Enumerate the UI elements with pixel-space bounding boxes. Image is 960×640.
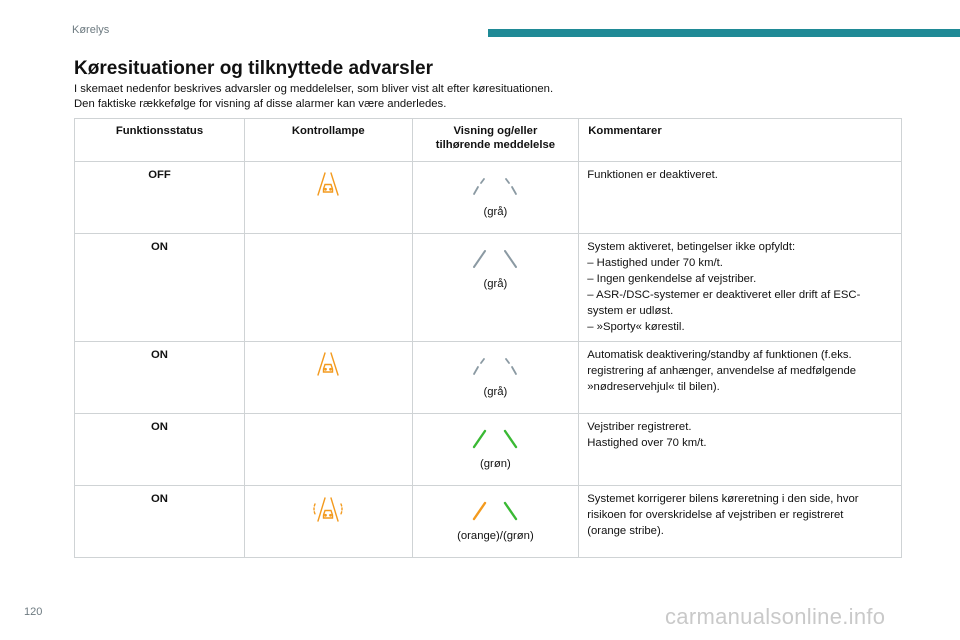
comment-line: System aktiveret, betingelser ikke opfyldt: bbox=[587, 241, 796, 253]
page-number: 120 bbox=[24, 606, 43, 618]
comment-line: »nødreservehjul« til bilen). bbox=[587, 381, 720, 393]
header-lamp: Kontrollampe bbox=[244, 119, 412, 162]
lane-warning-icon bbox=[315, 351, 341, 377]
page-title: Køresituationer og tilknyttede advarsler bbox=[74, 58, 433, 79]
display-label: (grå) bbox=[483, 386, 508, 398]
comment-line: system er udløst. bbox=[587, 305, 674, 317]
table-row bbox=[75, 162, 902, 234]
intro-line-1: I skemaet nedenfor beskrives advarsler og meddelelser, som bliver vist alt efter køresituationen. bbox=[74, 83, 554, 95]
section-label: Kørelys bbox=[72, 24, 110, 36]
display-cell bbox=[412, 162, 579, 234]
display-cell bbox=[412, 486, 579, 558]
table-row bbox=[75, 342, 902, 414]
header-status: Funktionsstatus bbox=[75, 119, 245, 162]
header-comment: Kommentarer bbox=[579, 119, 902, 162]
comment-cell bbox=[579, 486, 902, 558]
comment-line: Systemet korrigerer bilens køreretning i den side, hvor bbox=[587, 493, 859, 505]
status-cell: ON bbox=[75, 486, 245, 558]
lane-lines-dashed-grey-icon bbox=[470, 176, 520, 198]
lane-lines-solid-grey-icon bbox=[470, 248, 520, 270]
lamp-cell bbox=[244, 414, 412, 486]
status-cell: ON bbox=[75, 234, 245, 342]
lamp-cell bbox=[244, 162, 412, 234]
comment-line: – »Sporty« kørestil. bbox=[587, 321, 685, 333]
status-cell: ON bbox=[75, 342, 245, 414]
lane-lines-green-icon bbox=[470, 428, 520, 450]
lamp-cell bbox=[244, 342, 412, 414]
comment-cell bbox=[579, 414, 902, 486]
lamp-cell bbox=[244, 234, 412, 342]
header-display-line-2: tilhørende meddelelse bbox=[435, 139, 556, 151]
comment-line: (orange stribe). bbox=[587, 525, 664, 537]
intro-text bbox=[74, 82, 553, 111]
display-cell bbox=[412, 342, 579, 414]
table-row bbox=[75, 414, 902, 486]
header-display-line-1: Visning og/eller bbox=[453, 125, 538, 137]
display-label: (grå) bbox=[483, 278, 508, 290]
comment-line: Automatisk deaktivering/standby af funktionen (f.eks. bbox=[587, 349, 852, 361]
status-cell: ON bbox=[75, 414, 245, 486]
status-cell: OFF bbox=[75, 162, 245, 234]
comment-cell bbox=[579, 162, 902, 234]
comment-line: Hastighed over 70 km/t. bbox=[587, 437, 707, 449]
comment-line: Vejstriber registreret. bbox=[587, 421, 692, 433]
table-row bbox=[75, 234, 902, 342]
intro-line-2: Den faktiske rækkefølge for visning af disse alarmer kan være anderledes. bbox=[74, 97, 447, 110]
header-display bbox=[412, 119, 579, 162]
comment-cell bbox=[579, 234, 902, 342]
header-accent-bar bbox=[488, 29, 960, 37]
lane-warning-active-icon bbox=[311, 495, 345, 523]
display-cell bbox=[412, 234, 579, 342]
comment-line: risikoen for overskridelse af vejstriben er registreret bbox=[587, 509, 844, 521]
display-label: (grå) bbox=[483, 206, 508, 218]
lane-lines-dashed-grey-icon bbox=[470, 356, 520, 378]
comment-line: – ASR-/DSC-systemer er deaktiveret eller drift af ESC- bbox=[587, 289, 861, 301]
lane-warning-icon bbox=[315, 171, 341, 197]
display-cell bbox=[412, 414, 579, 486]
comment-line: Funktionen er deaktiveret. bbox=[587, 169, 718, 181]
lane-lines-orange-green-icon bbox=[470, 500, 520, 522]
warnings-table bbox=[74, 118, 902, 558]
display-label: (grøn) bbox=[480, 458, 511, 470]
comment-line: – Hastighed under 70 km/t. bbox=[587, 257, 723, 269]
table-row bbox=[75, 486, 902, 558]
watermark: carmanualsonline.info bbox=[665, 604, 886, 629]
display-label: (orange)/(grøn) bbox=[457, 530, 534, 542]
table-header-row bbox=[75, 119, 902, 162]
comment-cell bbox=[579, 342, 902, 414]
comment-line: registrering af anhænger, anvendelse af medfølgende bbox=[587, 365, 857, 377]
lamp-cell bbox=[244, 486, 412, 558]
comment-line: – Ingen genkendelse af vejstriber. bbox=[587, 273, 757, 285]
